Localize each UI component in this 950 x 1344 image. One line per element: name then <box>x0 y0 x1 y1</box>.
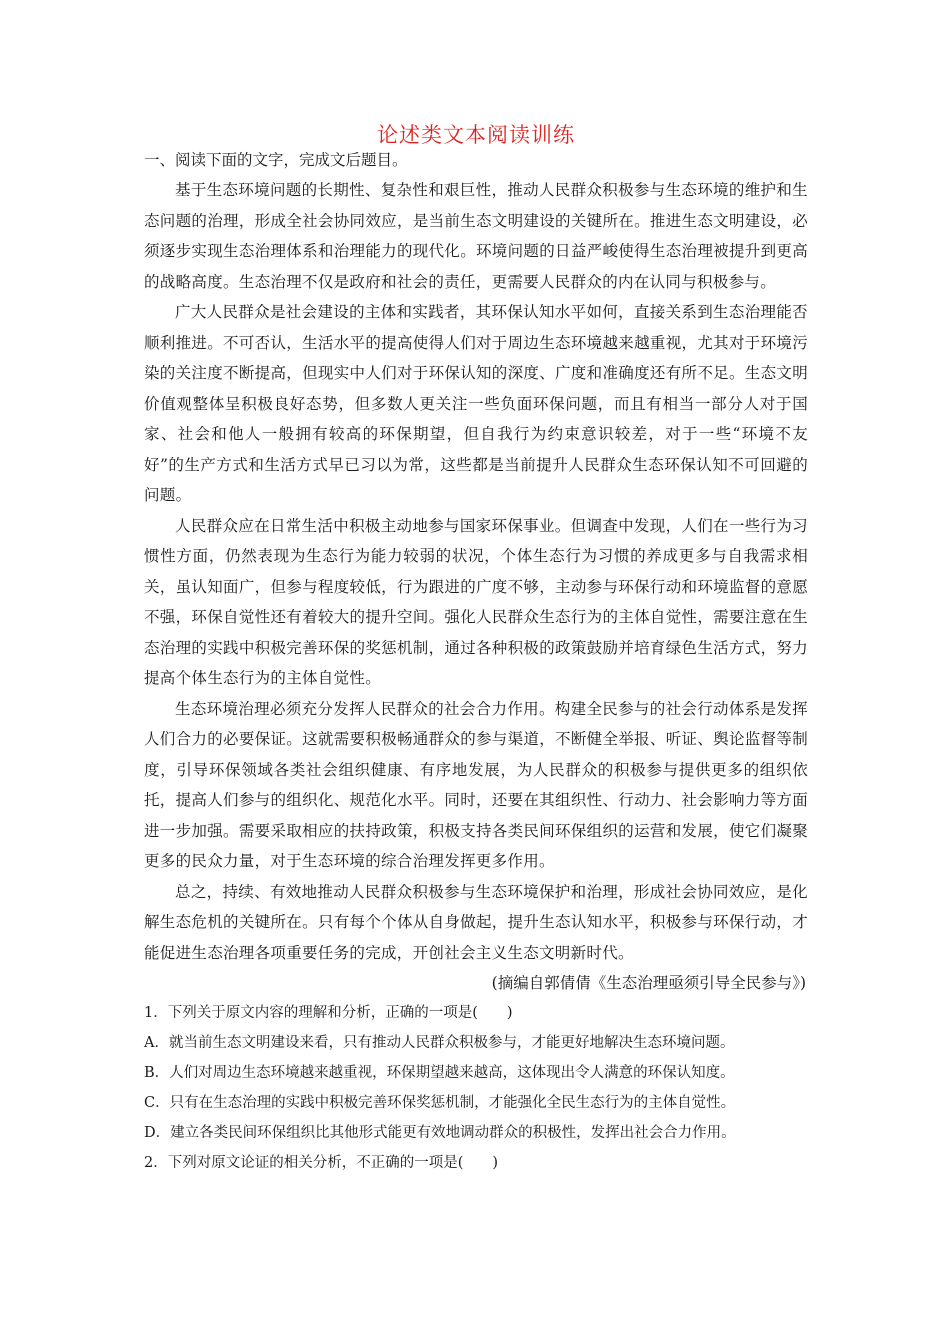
question-stem: 2．下列对原文论证的相关分析，不正确的一项是( ) <box>144 1155 499 1171</box>
section-instruction: 一、阅读下面的文字，完成文后题目。 <box>144 151 408 169</box>
answer-option-a: A．就当前生态文明建设来看，只有推动人民群众积极参与，才能更好地解决生态环境问题。 <box>144 1035 735 1051</box>
article-paragraph: 生态环境治理必须充分发挥人民群众的社会合力作用。构建全民参与的社会行动体系是发挥人们合力的必要保证。这就需要积极畅通群众的参与渠道，不断健全举报、听证、舆论监督等制度，引导环保领域各类社会组织健康、有序地发展，为人民群众的积极参与提供更多的组织依托，提高人们参与的组织化、规范化水平。同时，还要在其组织性、行动力、社会影响力等方面进一步加强。需要采取相应的扶持政策，积极支持各类民间环保组织的运营和发展，使它们凝聚更多的民众力量，对于生态环境的综合治理发挥更多作用。 <box>144 699 808 870</box>
page-title: 论述类文本阅读训练 <box>377 123 575 147</box>
article-paragraph: 人民群众应在日常生活中积极主动地参与国家环保事业。但调查中发现，人们在一些行为习惯性方面，仍然表现为生态行为能力较弱的状况，个体生态行为习惯的养成更多与自我需求相关，虽认知面广，但参与程度较低，行为跟进的广度不够，主动参与环保行动和环境监督的意愿不强，环保自觉性还有着较大的提升空间。强化人民群众生态行为的主体自觉性，需要注意在生态治理的实践中积极完善环保的奖惩机制，通过各种积极的政策鼓励并培育绿色生活方式，努力提高个体生态行为的主体自觉性。 <box>144 516 808 687</box>
article-paragraph: 总之，持续、有效地推动人民群众积极参与生态环境保护和治理，形成社会协同效应，是化解生态危机的关键所在。只有每个个体从自身做起，提升生态认知水平，积极参与环保行动，才能促进生态治理各项重要任务的完成，开创社会主义生态文明新时代。 <box>144 882 808 962</box>
article-paragraph: 基于生态环境问题的长期性、复杂性和艰巨性，推动人民群众积极参与生态环境的维护和生态问题的治理，形成全社会协同效应，是当前生态文明建设的关键所在。推进生态文明建设，必须逐步实现生态治理体系和治理能力的现代化。环境问题的日益严峻使得生态治理被提升到更高的战略高度。生态治理不仅是政府和社会的责任，更需要人民群众的内在认同与积极参与。 <box>144 181 808 291</box>
question-stem: 1．下列关于原文内容的理解和分析，正确的一项是( ) <box>144 1005 513 1021</box>
answer-option-c: C．只有在生态治理的实践中积极完善环保奖惩机制，才能强化全民生态行为的主体自觉性。 <box>144 1095 736 1111</box>
answer-option-b: B．人们对周边生态环境越来越重视，环保期望越来越高，这体现出令人满意的环保认知度。 <box>144 1065 735 1081</box>
document-page <box>144 118 808 1178</box>
answer-option-d: D．建立各类民间环保组织比其他形式能更有效地调动群众的积极性，发挥出社会合力作用。 <box>144 1125 736 1141</box>
source-citation: (摘编自郭倩倩《生态治理亟须引导全民参与》) <box>491 974 806 992</box>
article-paragraph: 广大人民群众是社会建设的主体和实践者，其环保认知水平如何，直接关系到生态治理能否顺利推进。不可否认，生活水平的提高使得人们对于周边生态环境越来越重视，尤其对于环境污染的关注度不断提高，但现实中人们对于环保认知的深度、广度和准确度还有所不足。生态文明价值观整体呈积极良好态势，但多数人更关注一些负面环保问题，而且有相当一部分人对于国家、社会和他人一般拥有较高的环保期望，但自我行为约束意识较差，对于一些“环境不友好”的生产方式和生活方式早已习以为常，这些都是当前提升人民群众生态环保认知不可回避的问题。 <box>144 303 808 504</box>
